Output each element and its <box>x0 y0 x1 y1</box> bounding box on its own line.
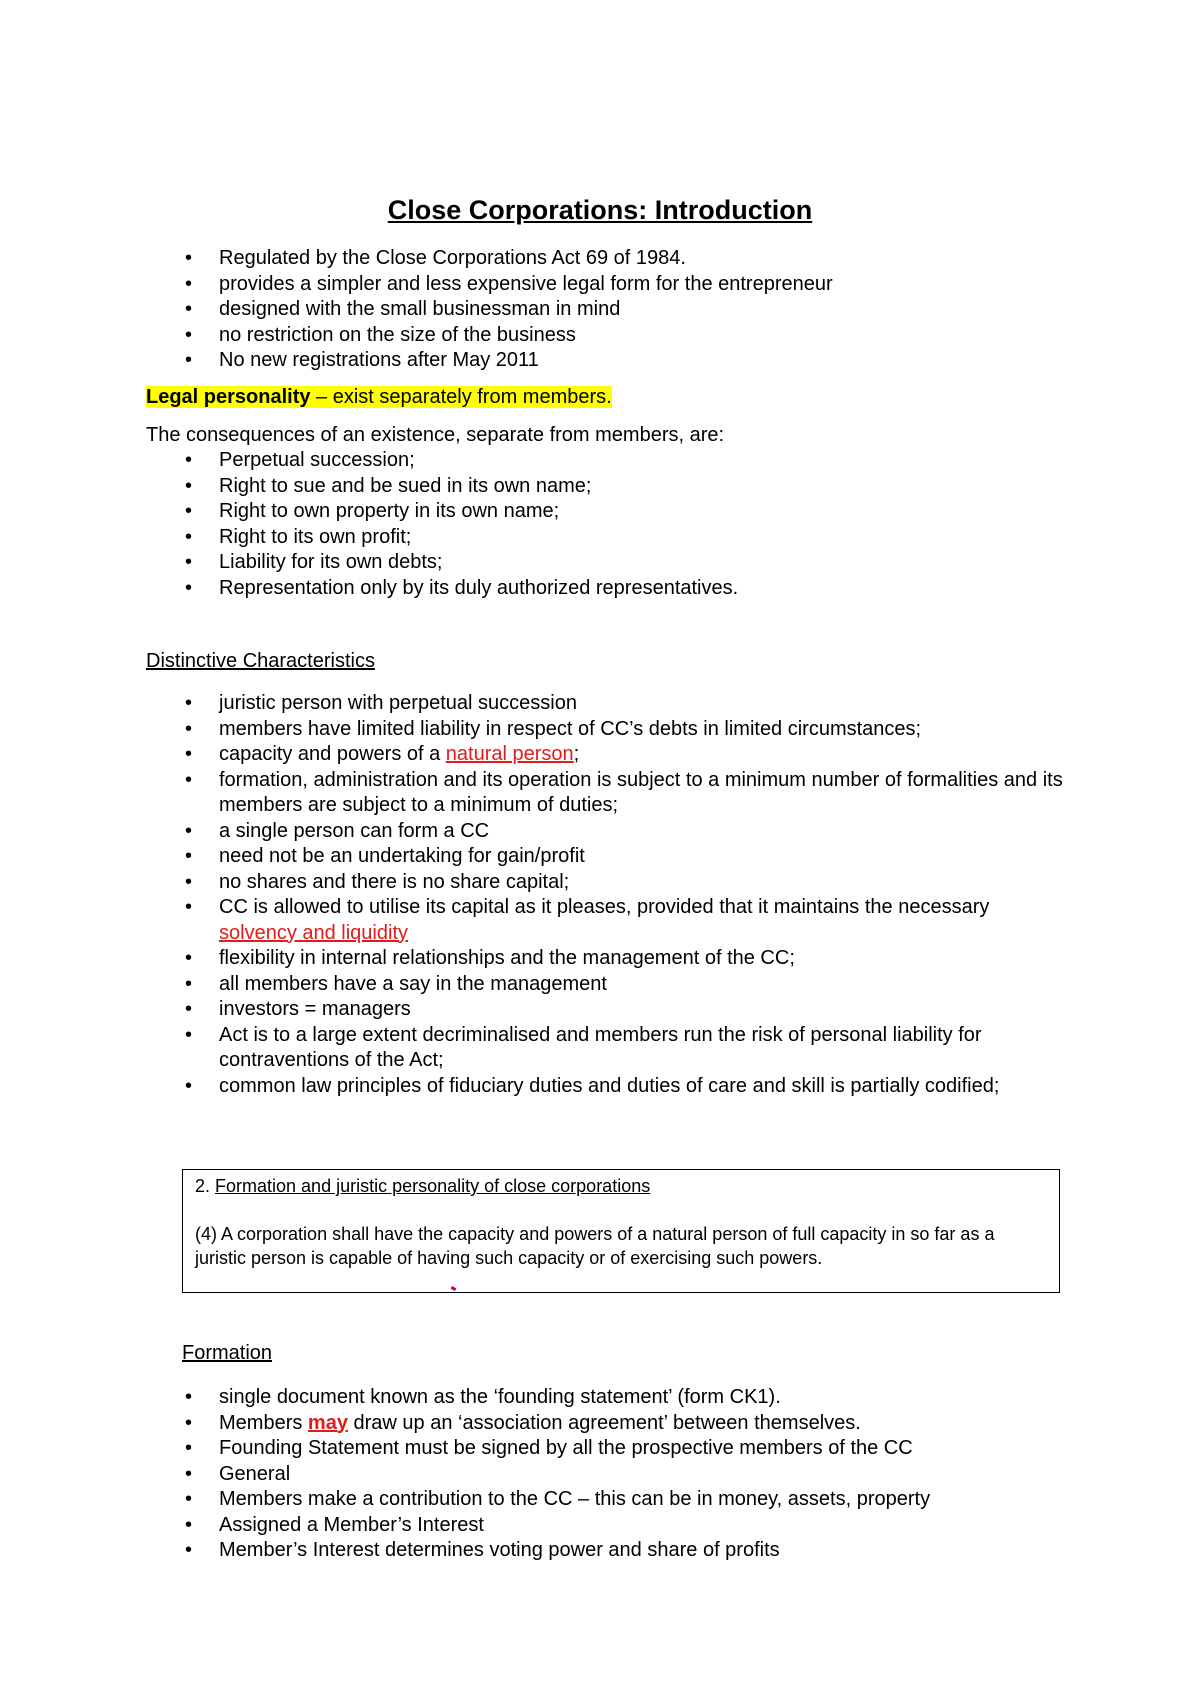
consequence-text: Perpetual succession; <box>219 449 415 471</box>
formation-item <box>185 1487 1065 1513</box>
intro-bullet-text: Regulated by the Close Corporations Act 69 of 1984. <box>219 247 686 269</box>
legal-personality-text: – exist separately from members. <box>310 386 612 408</box>
distinctive-item <box>185 691 1065 717</box>
distinctive-list <box>185 691 1065 1099</box>
distinctive-text: capacity and powers of a <box>219 743 446 765</box>
consequence-item <box>185 550 1065 576</box>
distinctive-text: common law principles of fiduciary duties and duties of care and skill is partially codified; <box>219 1074 1000 1097</box>
bullet-icon: • <box>185 474 193 497</box>
consequence-text: Liability for its own debts; <box>219 551 443 573</box>
distinctive-item <box>185 742 1065 768</box>
distinctive-text: Act is to a large extent decriminalised and members run the risk of personal liability for contraventions of the Act; <box>219 1023 982 1071</box>
consequence-item <box>185 474 1065 500</box>
distinctive-item <box>185 997 1065 1023</box>
distinctive-item <box>185 844 1065 870</box>
intro-bullet-item <box>185 323 1065 349</box>
bullet-icon: • <box>185 768 193 791</box>
distinctive-text: all members have a say in the management <box>219 972 607 995</box>
formation-text: single document known as the ‘founding statement’ (form CK1). <box>219 1386 781 1408</box>
distinctive-link[interactable]: natural person <box>445 743 574 765</box>
intro-bullet-text: provides a simpler and less expensive legal form for the entrepreneur <box>219 272 833 295</box>
distinctive-text: a single person can form a CC <box>219 819 490 842</box>
consequence-text: Representation only by its duly authorized representatives. <box>219 576 739 599</box>
consequence-text: Right to sue and be sued in its own name; <box>219 474 592 497</box>
distinctive-text: flexibility in internal relationships and the management of the CC; <box>219 947 795 969</box>
consequence-item <box>185 499 1065 525</box>
bullet-icon: • <box>185 947 193 969</box>
formation-text: Assigned a Member’s Interest <box>219 1513 484 1536</box>
bullet-icon: • <box>185 692 193 714</box>
intro-bullet-text: No new registrations after May 2011 <box>219 349 539 371</box>
bullet-icon: • <box>185 525 193 548</box>
box-text: (4) A corporation shall have the capacity and powers of a natural person of full capacity in so far as a juristic person is capable of having such capacity or of exercising such powers. <box>195 1224 995 1268</box>
formation-text: Founding Statement must be signed by all the prospective members of the CC <box>219 1437 913 1459</box>
box-heading-title: Formation and juristic personality of close corporations <box>215 1176 651 1196</box>
legal-personality-label: Legal personality <box>146 386 311 408</box>
distinctive-item <box>185 870 1065 896</box>
formation-item <box>185 1411 1065 1437</box>
legal-personality-line <box>146 384 612 410</box>
intro-bullet-list <box>185 246 1065 374</box>
intro-bullet-text: designed with the small businessman in mind <box>219 298 621 320</box>
formation-text: Members <box>219 1411 308 1434</box>
bullet-icon: • <box>185 449 193 471</box>
distinctive-text: CC is allowed to utilise its capital as it pleases, provided that it maintains the necessary <box>219 896 990 918</box>
act-extract-box <box>182 1169 1060 1293</box>
distinctive-item <box>185 768 1065 819</box>
bullet-icon: • <box>185 1023 193 1046</box>
formation-emphasis: may <box>307 1411 348 1434</box>
bullet-icon: • <box>185 896 193 918</box>
box-heading <box>195 1174 1049 1198</box>
intro-bullet-item <box>185 246 1065 272</box>
formation-heading: Formation <box>182 1342 273 1364</box>
bullet-icon: • <box>185 998 193 1020</box>
bullet-icon: • <box>185 717 193 740</box>
consequence-item <box>185 525 1065 551</box>
bullet-icon: • <box>185 349 193 371</box>
distinctive-item <box>185 717 1065 743</box>
distinctive-text: no shares and there is no share capital; <box>219 870 570 893</box>
distinctive-text: members have limited liability in respect of CC’s debts in limited circumstances; <box>219 717 922 740</box>
bullet-icon: • <box>185 1437 193 1459</box>
bullet-icon: • <box>185 576 193 599</box>
bullet-icon: • <box>185 819 193 842</box>
distinctive-text: investors = managers <box>219 998 411 1020</box>
bullet-icon: • <box>185 743 193 765</box>
bullet-icon: • <box>185 845 193 867</box>
bullet-icon: • <box>185 323 193 346</box>
bullet-icon: • <box>185 298 193 320</box>
distinctive-text: formation, administration and its operation is subject to a minimum number of formalities and its members are subject to a minimum of duties; <box>219 768 1063 816</box>
consequences-intro: The consequences of an existence, separate from members, are: <box>146 424 725 446</box>
distinctive-item <box>185 895 1065 946</box>
bullet-icon: • <box>185 972 193 995</box>
formation-item <box>185 1436 1065 1462</box>
intro-bullet-item <box>185 272 1065 298</box>
bullet-icon: • <box>185 1074 193 1097</box>
bullet-icon: • <box>185 1513 193 1536</box>
consequences-list <box>185 448 1065 601</box>
distinctive-heading: Distinctive Characteristics <box>146 650 375 672</box>
consequence-item <box>185 576 1065 602</box>
intro-bullet-item <box>185 297 1065 323</box>
bullet-icon: • <box>185 551 193 573</box>
bullet-icon: • <box>185 1539 193 1561</box>
consequence-text: Right to own property in its own name; <box>219 500 560 522</box>
legal-personality-highlight <box>146 386 612 408</box>
distinctive-item <box>185 819 1065 845</box>
bullet-icon: • <box>185 500 193 522</box>
formation-text: Member’s Interest determines voting power and share of profits <box>219 1539 780 1561</box>
box-heading-number: 2. <box>195 1176 216 1196</box>
formation-item <box>185 1462 1065 1488</box>
bullet-icon: • <box>185 1411 193 1434</box>
bullet-icon: • <box>185 247 193 269</box>
formation-text: Members make a contribution to the CC – this can be in money, assets, property <box>219 1488 931 1510</box>
consequence-item <box>185 448 1065 474</box>
bullet-icon: • <box>185 272 193 295</box>
distinctive-text: ; <box>573 743 580 765</box>
formation-item <box>185 1385 1065 1411</box>
formation-list <box>185 1385 1065 1564</box>
formation-text: General <box>219 1462 291 1485</box>
formation-text: draw up an ‘association agreement’ between themselves. <box>347 1411 861 1434</box>
distinctive-text: need not be an undertaking for gain/profit <box>219 845 585 867</box>
distinctive-item <box>185 1023 1065 1074</box>
distinctive-item <box>185 972 1065 998</box>
bullet-icon: • <box>185 870 193 893</box>
consequence-text: Right to its own profit; <box>219 525 412 548</box>
formation-item <box>185 1513 1065 1539</box>
bullet-icon: • <box>185 1488 193 1510</box>
bullet-icon: • <box>185 1386 193 1408</box>
formation-item <box>185 1538 1065 1564</box>
intro-bullet-item <box>185 348 1065 374</box>
distinctive-link[interactable]: solvency and liquidity <box>219 921 408 944</box>
distinctive-text: juristic person with perpetual succession <box>219 692 577 714</box>
distinctive-item <box>185 1074 1065 1100</box>
intro-bullet-text: no restriction on the size of the business <box>219 323 576 346</box>
page-title: Close Corporations: Introduction <box>387 195 813 225</box>
bullet-icon: • <box>185 1462 193 1485</box>
distinctive-item <box>185 946 1065 972</box>
